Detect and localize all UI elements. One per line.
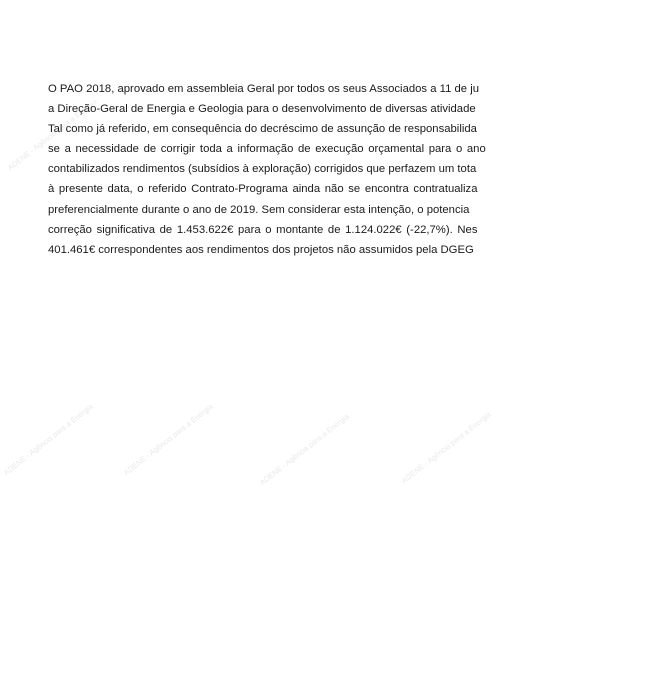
paragraph-line: a Direção-Geral de Energia e Geologia para o desenvolvimento de diversas atividade <box>48 103 476 116</box>
paragraph-line: Tal como já referido, em consequência do decréscimo de assunção de responsabilida <box>48 123 477 136</box>
paragraph-line: correção significativa de 1.453.622€ para o montante de 1.124.022€ (-22,7%). Nes <box>48 223 478 236</box>
paragraph-line: se a necessidade de corrigir toda a informação de execução orçamental para o ano <box>48 143 486 156</box>
watermark-text: ADENE - Agência para a Energia <box>2 401 95 478</box>
paragraph-line: 401.461€ correspondentes aos rendimentos dos projetos não assumidos pela DGEG <box>48 243 474 256</box>
body-paragraph <box>48 79 648 260</box>
paragraph-line: contabilizados rendimentos (subsídios à exploração) corrigidos que perfazem um tota <box>48 163 477 176</box>
paragraph-line: preferencialmente durante o ano de 2019. Sem considerar esta intenção, o potencia <box>48 203 470 216</box>
watermark-text: ADENE - Agência para a Energia <box>400 409 493 486</box>
paragraph-line: O PAO 2018, aprovado em assembleia Geral por todos os seus Associados a 11 de ju <box>48 83 479 95</box>
paragraph-line: à presente data, o referido Contrato-Programa ainda não se encontra contratualiza <box>48 183 478 196</box>
watermark-text: ADENE - Agência para a Energia <box>6 96 99 173</box>
watermark-text: ADENE - Agência para a Energia <box>258 411 351 488</box>
watermark-text: ADENE - Agência para a Energia <box>122 401 215 478</box>
